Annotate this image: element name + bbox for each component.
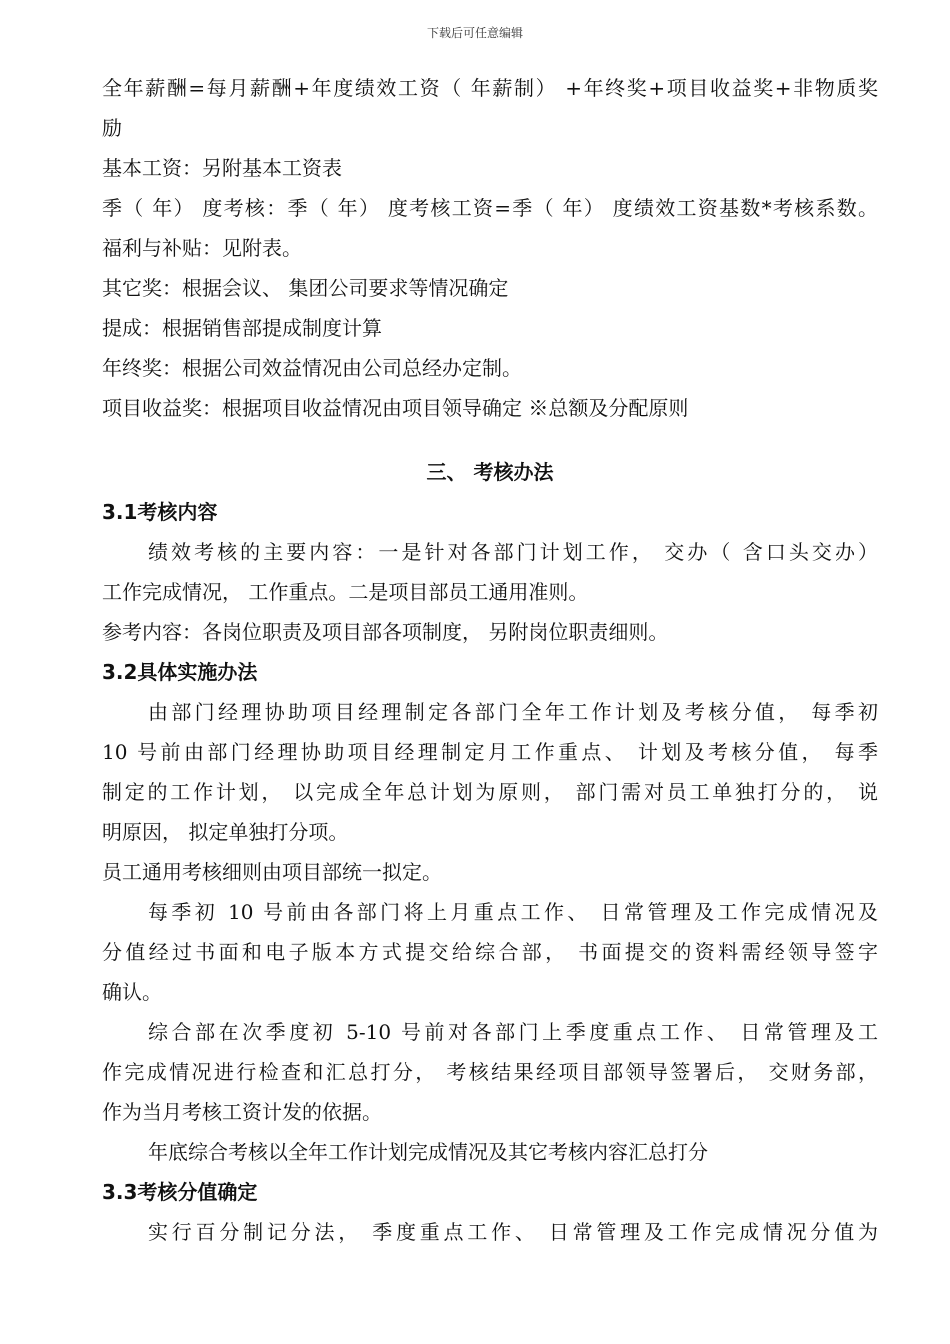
document-body [102,68,878,1252]
year-end-bonus-line: 年终奖：根据公司效益情况由公司总经办定制。 [102,356,522,380]
paragraph-3-2-3-line3: 确认。 [102,980,162,1004]
heading-3-1: 3.1考核内容 [102,500,218,524]
paragraph-3-2-3-line1: 每季初 10 号前由各部门将上月重点工作、 日常管理及工作完成情况及 [148,900,878,924]
paragraph-3-2-1-line2: 10 号前由部门经理协助项目经理制定月工作重点、 计划及考核分值， 每季 [102,740,878,764]
quarterly-assessment-line: 季（ 年） 度考核：季（ 年） 度考核工资=季（ 年） 度绩效工资基数*考核系数。 [102,196,878,220]
paragraph-3-2-4-line3: 作为当月考核工资计发的依据。 [102,1100,382,1124]
paragraph-3-2-1-line4: 明原因， 拟定单独打分项。 [102,820,349,844]
heading-3-3: 3.3考核分值确定 [102,1180,258,1204]
paragraph-3-2-1-line1: 由部门经理协助项目经理制定各部门全年工作计划及考核分值， 每季初 [148,700,878,724]
heading-3-2: 3.2具体实施办法 [102,660,258,684]
commission-line: 提成：根据销售部提成制度计算 [102,316,382,340]
paragraph-3-2-1-line3: 制定的工作计划， 以完成全年总计划为原则， 部门需对员工单独打分的， 说 [102,780,878,804]
paragraph-3-2-4-line1: 综合部在次季度初 5-10 号前对各部门上季度重点工作、 日常管理及工 [148,1020,878,1044]
paragraph-3-1-line1: 绩效考核的主要内容：一是针对各部门计划工作， 交办（ 含口头交办） [148,540,878,564]
salary-formula-line2: 励 [102,116,122,140]
page-header: 下载后可任意编辑 [426,26,523,40]
reference-content-line: 参考内容：各岗位职责及项目部各项制度， 另附岗位职责细则。 [102,620,669,644]
paragraph-3-1-line2: 工作完成情况， 工作重点。二是项目部员工通用准则。 [102,580,589,604]
paragraph-3-2-4-line2: 作完成情况进行检查和汇总打分， 考核结果经项目部领导签署后， 交财务部， [102,1060,878,1084]
paragraph-3-2-5: 年底综合考核以全年工作计划完成情况及其它考核内容汇总打分 [148,1140,708,1164]
section-title-assessment-methods: 三、 考核办法 [426,460,554,484]
project-bonus-line: 项目收益奖：根据项目收益情况由项目领导确定 ※总额及分配原则 [102,396,689,420]
basic-salary-line: 基本工资：另附基本工资表 [102,156,342,180]
paragraph-3-2-2: 员工通用考核细则由项目部统一拟定。 [102,860,442,884]
welfare-line: 福利与补贴：见附表。 [102,236,302,260]
paragraph-3-2-3-line2: 分值经过书面和电子版本方式提交给综合部， 书面提交的资料需经领导签字 [102,940,878,964]
salary-formula-line1: 全年薪酬=每月薪酬+年度绩效工资（ 年薪制） +年终奖+项目收益奖+非物质奖 [102,76,878,100]
paragraph-3-3-line1: 实行百分制记分法， 季度重点工作、 日常管理及工作完成情况分值为 [148,1220,878,1244]
other-bonus-line: 其它奖：根据会议、 集团公司要求等情况确定 [102,276,509,300]
